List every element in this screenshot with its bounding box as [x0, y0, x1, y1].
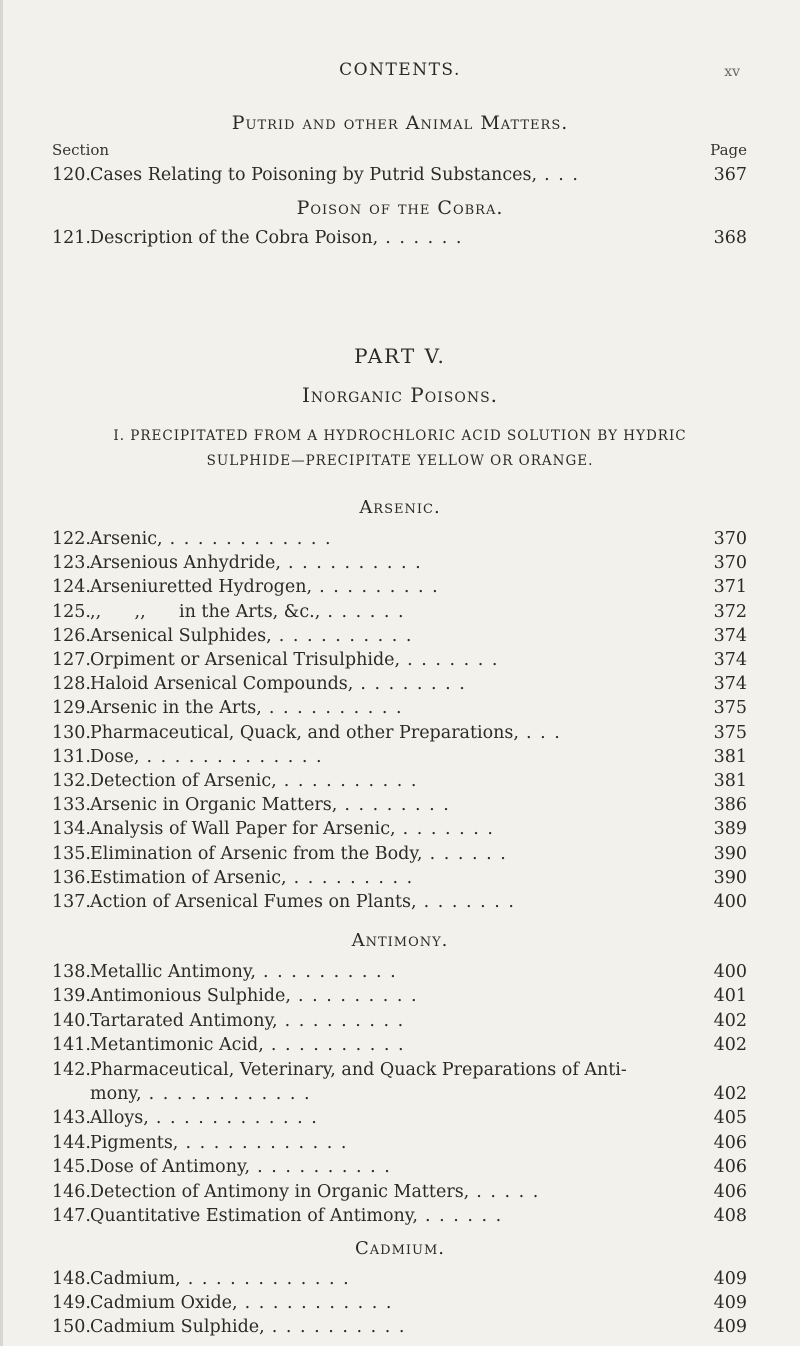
entry-title: Cadmium Oxide,	[90, 1293, 238, 1313]
entry-title-wrap	[90, 1058, 627, 1082]
entry-title-wrap	[90, 696, 403, 720]
entry-page-number: 401	[713, 986, 747, 1007]
entry-page-number: 389	[713, 819, 747, 840]
entry-leader-dots: . . . . . . . . . . .	[237, 1293, 393, 1313]
toc-entry	[52, 600, 747, 624]
entry-title: Quantitative Estimation of Antimony,	[90, 1206, 418, 1226]
entry-title: Arsenical Sulphides,	[90, 625, 272, 646]
entry-title-wrap	[90, 960, 397, 984]
entry-leader-dots: . . . . . .	[417, 1206, 503, 1226]
entry-section-number: 120.	[52, 165, 91, 185]
toc-entry	[52, 1082, 747, 1106]
entry-leader-dots: . . . . . . . . .	[312, 577, 440, 598]
entry-section-number: 130.	[52, 722, 91, 743]
entry-page-number: 372	[713, 601, 747, 622]
entry-title: mony,	[90, 1084, 142, 1104]
entry-section-number: 123.	[52, 553, 91, 574]
entry-title: Arsenic,	[90, 529, 163, 549]
entry-title: Orpiment or Arsenical Trisulphide,	[90, 650, 401, 670]
toc-entry	[52, 672, 747, 696]
entry-leader-dots: . . . . . . .	[416, 892, 516, 912]
entry-section-number: 129.	[52, 698, 91, 719]
toc-entry	[52, 1180, 747, 1204]
entry-page-number: 390	[713, 843, 747, 864]
entry-title: Pharmaceutical, Quack, and other Preparations,	[90, 722, 519, 743]
entry-leader-dots: . . . . . . . . .	[277, 1010, 405, 1031]
toc-entry	[52, 1009, 747, 1033]
entry-leader-dots: . . . . . . . . . . . .	[148, 1108, 319, 1129]
entry-title: Pigments,	[90, 1132, 179, 1153]
entry-title-wrap	[90, 890, 515, 914]
entry-title: Antimonious Sulphide,	[90, 986, 291, 1007]
entry-title-wrap	[90, 1155, 391, 1179]
toc-entry	[52, 1131, 747, 1155]
entry-leader-dots: . . . . . . . . . .	[280, 553, 423, 574]
entry-title: Elimination of Arsenic from the Body,	[90, 843, 423, 864]
entry-page-number: 400	[713, 962, 747, 982]
entry-title: Haloid Arsenical Compounds,	[90, 674, 354, 695]
entry-page-number: 381	[713, 746, 747, 767]
part-subheading-line-2: SULPHIDE—PRECIPITATE YELLOW OR ORANGE.	[206, 453, 594, 469]
entry-page-number: 402	[713, 1010, 747, 1031]
entry-page-number: 386	[713, 795, 747, 816]
entry-leader-dots: . . . . . .	[320, 601, 406, 622]
entry-page-number: 375	[713, 698, 747, 719]
entry-leader-dots: . . . . . . . . . . . .	[180, 1269, 351, 1289]
entry-title-wrap	[90, 1267, 350, 1291]
entry-title: Arseniuretted Hydrogen,	[90, 577, 313, 598]
part-title: PART V.	[354, 344, 446, 368]
toc-entry	[52, 842, 747, 866]
entry-leader-dots: . . . . . . . . . .	[263, 1035, 406, 1056]
entry-page-number: 409	[713, 1317, 747, 1337]
entry-title: Metallic Antimony,	[90, 962, 256, 982]
entry-page-number: 370	[713, 529, 747, 549]
entry-leader-dots: . . . . . . . . . .	[261, 698, 404, 719]
entry-title-wrap	[90, 600, 405, 624]
entry-title-wrap	[90, 1180, 540, 1204]
entry-title: Cadmium Sulphide,	[90, 1317, 265, 1337]
entry-title-wrap	[90, 1291, 393, 1315]
entry-title: Arsenious Anhydride,	[90, 553, 281, 574]
entry-page-number: 374	[713, 674, 747, 695]
toc-entry	[52, 696, 747, 720]
entry-page-number: 370	[713, 553, 747, 574]
toc-entry	[52, 527, 747, 551]
entry-title: Analysis of Wall Paper for Arsenic,	[90, 819, 396, 840]
entry-leader-dots: . . . . . . . . . .	[271, 625, 413, 646]
entry-section-number: 139.	[52, 986, 91, 1007]
entry-leader-dots: . . .	[537, 165, 580, 185]
entry-section-number: 148.	[52, 1269, 91, 1289]
entry-section-number: 126.	[52, 625, 91, 646]
entry-title: Dose of Antimony,	[90, 1157, 251, 1178]
toc-entry	[52, 163, 747, 187]
entry-title-wrap	[90, 1033, 405, 1057]
entry-leader-dots: . . . . . . . . .	[286, 867, 414, 888]
entry-page-number: 400	[713, 892, 747, 912]
entry-leader-dots: . . .	[518, 722, 562, 743]
entry-page-number: 405	[713, 1108, 747, 1129]
entry-section-number: 131.	[52, 746, 91, 767]
entry-leader-dots: . . . . . . . . . .	[255, 962, 398, 982]
toc-entry	[52, 1315, 747, 1339]
entry-leader-dots: . . . . . . .	[395, 819, 495, 840]
entry-title-wrap	[90, 817, 495, 841]
entry-title-wrap	[90, 769, 418, 793]
entry-title: Arsenic in the Arts,	[90, 698, 262, 719]
entry-title: Detection of Arsenic,	[90, 771, 277, 791]
entry-title-wrap	[90, 866, 414, 890]
entry-title: Cases Relating to Poisoning by Putrid Substances,	[90, 165, 538, 185]
toc-entry	[52, 984, 747, 1008]
toc-entry	[52, 817, 747, 841]
entry-leader-dots: . . . . . . . . . . . .	[141, 1084, 312, 1104]
entry-leader-dots: . . . . . . . . . .	[264, 1317, 406, 1337]
entry-page-number: 375	[713, 722, 747, 743]
entry-leader-dots: . . . . . . . . . .	[276, 771, 418, 791]
entry-page-number: 381	[713, 771, 747, 791]
entry-section-number: 135.	[52, 843, 91, 864]
entry-leader-dots: . . . . . . . . . . . .	[162, 529, 333, 549]
toc-entry	[52, 575, 747, 599]
toc-entry	[52, 721, 747, 745]
entry-leader-dots: . . . . . . . . . . . .	[178, 1132, 348, 1153]
entry-section-number: 134.	[52, 819, 91, 840]
entry-section-number: 136.	[52, 867, 91, 888]
entry-title-wrap	[90, 1204, 503, 1228]
entry-title: Arsenic in Organic Matters,	[90, 795, 338, 816]
entry-page-number: 409	[713, 1269, 747, 1289]
entry-title-wrap	[90, 624, 413, 648]
antimony-heading: Antimony.	[351, 930, 449, 951]
cobra-heading: Poison of the Cobra.	[296, 197, 504, 219]
running-head: CONTENTS.	[339, 60, 461, 80]
entry-title: ,, ,, in the Arts, &c.,	[90, 601, 321, 622]
entry-section-number: 127.	[52, 650, 91, 670]
entry-title-wrap	[90, 1106, 318, 1130]
entry-section-number: 124.	[52, 577, 91, 598]
part-subtitle: Inorganic Poisons.	[301, 383, 499, 407]
entry-page-number: 402	[713, 1084, 747, 1104]
entry-title-wrap	[90, 527, 332, 551]
entry-page-number: 402	[713, 1035, 747, 1056]
entry-section-number: 143.	[52, 1108, 91, 1129]
entry-section-number: 140.	[52, 1010, 91, 1031]
entry-title: Alloys,	[90, 1108, 149, 1129]
page-folio: xv	[724, 64, 740, 80]
toc-entry	[52, 793, 747, 817]
entry-title-wrap	[90, 1315, 406, 1339]
entry-page-number: 371	[713, 577, 747, 598]
entry-title-wrap	[90, 672, 466, 696]
arsenic-heading: Arsenic.	[359, 497, 441, 518]
entry-title: Dose,	[90, 746, 140, 767]
entry-page-number: 390	[713, 867, 747, 888]
entry-title: Cadmium,	[90, 1269, 181, 1289]
toc-entry	[52, 1204, 747, 1228]
toc-entry	[52, 769, 747, 793]
entry-title-wrap	[90, 793, 450, 817]
entry-leader-dots: . . . . . . . . . .	[250, 1157, 392, 1178]
entry-title: Pharmaceutical, Veterinary, and Quack Preparations of Anti-	[90, 1059, 627, 1080]
toc-entry	[52, 960, 747, 984]
entry-section-number: 146.	[52, 1181, 91, 1202]
toc-entry	[52, 226, 747, 250]
entry-page-number: 408	[713, 1206, 747, 1226]
entry-title-wrap	[90, 1131, 348, 1155]
entry-title-wrap	[90, 163, 579, 187]
entry-leader-dots: . . . . . . . . .	[290, 986, 419, 1007]
entry-section-number: 137.	[52, 892, 91, 912]
entry-page-number: 374	[713, 625, 747, 646]
entry-page-number: 409	[713, 1293, 747, 1313]
entry-title-wrap	[90, 1009, 405, 1033]
toc-entry	[52, 745, 747, 769]
toc-entry	[52, 551, 747, 575]
entry-page-number: 406	[713, 1181, 747, 1202]
entry-title: Detection of Antimony in Organic Matters,	[90, 1181, 470, 1202]
section-label: Section	[52, 141, 110, 159]
toc-entry	[52, 1155, 747, 1179]
entry-section-number: 142.	[52, 1059, 91, 1080]
entry-page-number: 406	[713, 1132, 747, 1153]
toc-entry	[52, 1033, 747, 1057]
entry-page-number: 368	[713, 228, 747, 248]
toc-entry	[52, 890, 747, 914]
putrid-heading: Putrid and other Animal Matters.	[231, 112, 569, 134]
entry-title-wrap	[90, 842, 507, 866]
entry-page-number: 374	[713, 650, 747, 670]
entry-title-wrap	[90, 648, 499, 672]
entry-leader-dots: . . . . . .	[378, 228, 463, 248]
entry-title-wrap	[90, 1082, 311, 1106]
entry-section-number: 145.	[52, 1157, 91, 1178]
entry-title: Description of the Cobra Poison,	[90, 228, 379, 248]
toc-entry	[52, 1058, 747, 1082]
entry-section-number: 150.	[52, 1317, 91, 1337]
entry-section-number: 128.	[52, 674, 91, 695]
entry-title: Action of Arsenical Fumes on Plants,	[90, 892, 417, 912]
toc-entry	[52, 1267, 747, 1291]
entry-section-number: 147.	[52, 1206, 91, 1226]
entry-title-wrap	[90, 984, 418, 1008]
entry-title-wrap	[90, 226, 463, 250]
entry-page-number: 367	[713, 165, 747, 185]
entry-section-number: 149.	[52, 1293, 91, 1313]
entry-section-number: 144.	[52, 1132, 91, 1153]
entry-section-number: 125.	[52, 601, 91, 622]
entry-section-number: 133.	[52, 795, 91, 816]
entry-leader-dots: . . . . . . . .	[337, 795, 451, 816]
entry-page-number: 406	[713, 1157, 747, 1178]
entry-title: Tartarated Antimony,	[90, 1010, 278, 1031]
toc-entry	[52, 624, 747, 648]
entry-leader-dots: . . . . .	[469, 1181, 540, 1202]
entry-title-wrap	[90, 721, 561, 745]
entry-section-number: 141.	[52, 1035, 91, 1056]
entry-title: Metantimonic Acid,	[90, 1035, 264, 1056]
entry-section-number: 122.	[52, 529, 91, 549]
toc-entry	[52, 1106, 747, 1130]
part-subheading-line-1: I. PRECIPITATED FROM A HYDROCHLORIC ACID SOLUTION BY HYDRIC	[113, 428, 687, 444]
entry-leader-dots: . . . . . .	[422, 843, 508, 864]
toc-entry	[52, 866, 747, 890]
entry-leader-dots: . . . . . . . .	[353, 674, 467, 695]
entry-title-wrap	[90, 745, 323, 769]
entry-section-number: 121.	[52, 228, 91, 248]
entry-section-number: 138.	[52, 962, 91, 982]
toc-entry	[52, 1291, 747, 1315]
entry-leader-dots: . . . . . . .	[400, 650, 499, 670]
entry-leader-dots: . . . . . . . . . . . . .	[139, 746, 324, 767]
toc-entry	[52, 648, 747, 672]
entry-title-wrap	[90, 551, 422, 575]
entry-section-number: 132.	[52, 771, 91, 791]
entry-title-wrap	[90, 575, 439, 599]
entry-title: Estimation of Arsenic,	[90, 867, 287, 888]
page-label: Page	[710, 141, 747, 159]
cadmium-heading: Cadmium.	[354, 1238, 446, 1259]
